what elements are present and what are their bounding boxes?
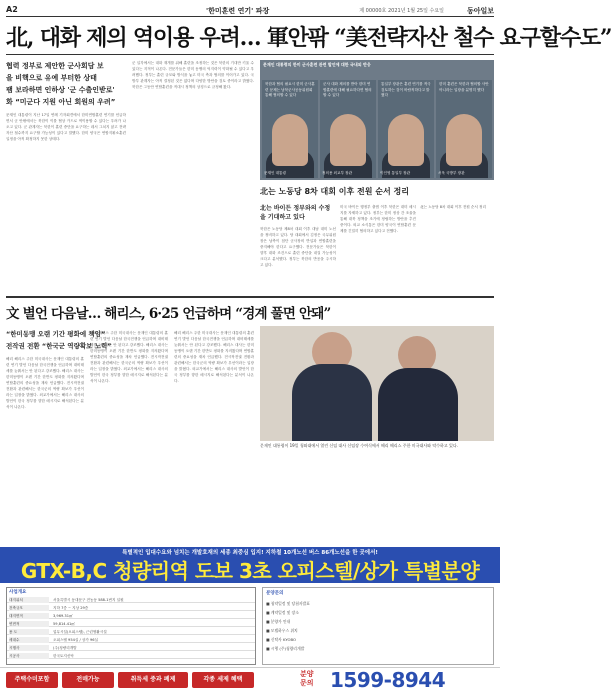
table-row: 건축규모 지하 7층 ~ 지상 29층 — [7, 605, 255, 611]
person-panel — [436, 70, 492, 178]
benefit-badge: 전매가능 — [62, 672, 114, 688]
panel-name: 서욱 국방부 장관 — [438, 171, 465, 175]
page-header — [6, 4, 494, 17]
article2-title: 北는 노동당 8차 대회 이후 전원 순서 정리 — [260, 187, 409, 196]
main-headline: 北, 대화 제의 역이용 우려… 軍안팎 “美전략자산 철수 요구할수도” — [6, 25, 611, 51]
panel-title: 분양문의 — [266, 591, 284, 596]
article4-col3: 해리 해리스 주한 미국대사는 문재인 대통령의 훈련 연기 발언 다음날 한국전쟁을 언급하며 대비태세를 늦춰서는 안 된다고 강조했다. 해리스 대사는 한미동맹이 오랜 기간 한반도 평화를 지켜왔다며 연합훈련의 중요성을 재차 언급했다. 전시작전권 전환과 관련해서는 한국군의 역량 확보가 우선이라는 입장을 밝혔다. 외교가에서는 해리스 대사의 발언이 한국 정부를 향한 메시지로 해석된다는 분석이 나온다. — [174, 331, 254, 383]
person-panel — [378, 70, 434, 178]
article2-sub: 北는 바이든 정부와의 수정을 기대하고 있다 — [260, 205, 331, 221]
benefit-badge: 취득세 중과 폐제 — [118, 672, 188, 688]
ad-top-line: 특별적인 입대수요와 넘치는 개발호재의 세종 최중심 입지! 지하철 10개노선 버스 86개노선을 한 곳에서! — [0, 547, 500, 559]
panel-list: ■ 청약일정 및 당첨자발표 ■ 계약일정 및 장소 ■ 분양가 안내 ■ 모델하우스 위치 ■ 신탁사 KYOBO ■ 시행 (주)청량리개발 — [266, 601, 310, 651]
person-panel — [320, 70, 376, 178]
table-row: 용 도 업무시설(오피스텔), 근린생활시설 — [7, 629, 255, 635]
kicker-line: 을 비핵으로 유예 부터한 상태 — [6, 74, 97, 82]
article4-col1: 해리 해리스 주한 미국대사는 문재인 대통령의 훈련 연기 발언 다음날 한국전쟁을 언급하며 대비태세를 늦춰서는 안 된다고 강조했다. 해리스 대사는 한미동맹이 오랜 기간 한반도 평화를 지켜왔다며 연합훈련의 중요성을 재차 언급했다. 전시작전권 전환과 관련해서는 한국군의 역량 확보가 우선이라는 입장을 밝혔다. 외교가에서는 해리스 대사의 발언이 한국 정부를 향한 메시지로 해석된다는 분석이 나온다. — [6, 357, 84, 409]
real-estate-ad — [0, 547, 500, 691]
table-row: 세대수 오피스텔 954실 / 상가 96실 — [7, 637, 255, 643]
person-panel — [262, 70, 318, 178]
phone-number: 1599-8944 — [330, 668, 446, 692]
kicker-line: 팸 보라하면 인하상 '군 수출인받로' — [6, 86, 115, 94]
article1-kicker — [6, 60, 126, 108]
portrait — [388, 114, 424, 166]
table-row: 시행사 (주)청량리개발 — [7, 645, 255, 651]
panel-name: 정의용 외교부 장관 — [322, 171, 353, 175]
benefit-badge: 주택수미포함 — [6, 672, 58, 688]
second-headline: 文 별언 다음날… 해리스, 6·25 언급하며 “경계 풀면 안돼” — [6, 306, 331, 322]
person-body — [292, 364, 372, 441]
panel-name: 문재인 대통령 — [264, 171, 286, 175]
table-title: 사업개요 — [9, 590, 27, 595]
section-title: '한미훈련 연기' 파장 — [206, 7, 270, 15]
panel-name: 이인영 통일부 장관 — [380, 171, 411, 175]
kicker-line: 화 “미군다 지원 아닌 회원의 우려” — [6, 98, 116, 106]
page-number: A2 — [6, 5, 18, 14]
issue-date: 제 00000호 2021년 1월 25일 수요일 — [359, 8, 444, 14]
divider — [6, 54, 494, 55]
panel-quote: 통일부 장관은 훈련 연기를 적극 검토하는 것이 바람직하다고 밝혔다 — [381, 82, 431, 97]
portrait — [330, 114, 366, 166]
photo-caption: 문재인 대통령의 한미 군사훈련 관련 발언에 대한 국내외 반응 — [263, 62, 371, 67]
article2-sub-body: 北는 노동당 8차 대회 이후 전원 순서 정리 — [420, 205, 486, 209]
project-overview-table — [6, 587, 256, 665]
article3-body: 미국 바이든 행정부 출범 이후 북한은 대미 메시지를 자제하고 있다. 정부는 한미 정상 간 조율을 통해 대북 정책을 조기에 정립하는 방안을 추진 중이다. 외교 소식통은 한미 양국이 연합훈련 문제를 긴밀히 협의하고 있다고 전했다. — [340, 205, 416, 233]
sub-line: 전작권 전환 “한국군 역량확보 노력” — [6, 342, 112, 350]
article1-body-col2: 군 일각에서는 대화 재개를 위해 훈련을 조정하는 것은 북한의 기대만 키울 수 있다는 지적이 나온다. 전문가들은 한미 동맹의 억지력이 약화될 수 있다고 우려했다. 정부는 훈련 규모와 방식을 놓고 미국 측과 협의를 이어가고 있다. 국방부 관계자는 아직 결정된 것은 없다며 다양한 방안을 검토 중이라고 밝혔다. 북한은 그동안 연합훈련을 적대시 정책의 상징으로 규정해 왔다. — [132, 61, 254, 89]
kicker-line: 협력 정부로 제안한 군사회담 보 — [6, 62, 104, 70]
ad-footer — [0, 667, 500, 691]
portrait — [272, 114, 308, 166]
divider — [6, 296, 494, 298]
photo-caption: 문재인 대통령이 19일 청와대에서 열린 신임 대사 신임장 수여식에서 해리 해리스 주한 미국대사와 악수하고 있다. — [260, 443, 459, 448]
panel-quote: 군사 대화 제의를 받아 한미 연합훈련에 대해 필요하다면 협의할 수 있다 — [323, 82, 372, 97]
table-row: 시공사 한국토지신탁 — [7, 653, 255, 659]
ad-info-panel — [262, 587, 494, 665]
newspaper-brand: 동아일보 — [466, 7, 494, 15]
handshake-photo — [260, 326, 494, 441]
table-row: 연면적 59,814.41㎡ — [7, 621, 255, 627]
portrait — [446, 114, 482, 166]
person-body — [378, 368, 458, 441]
sub-line: “한미동맹 오랜 기간 평화에 책임” — [6, 330, 106, 338]
article4-col2: 해리 해리스 주한 미국대사는 문재인 대통령의 훈련 연기 발언 다음날 한국전쟁을 언급하며 대비태세를 늦춰서는 안 된다고 강조했다. 해리스 대사는 한미동맹이 오랜 기간 한반도 평화를 지켜왔다며 연합훈련의 중요성을 재차 언급했다. 전시작전권 전환과 관련해서는 한국군의 역량 확보가 우선이라는 입장을 밝혔다. 외교가에서는 해리스 대사의 발언이 한국 정부를 향한 메시지로 해석된다는 분석이 나온다. — [90, 331, 168, 383]
table-row: 대지위치 서울특별시 동대문구 전농동 588-1번지 일원 — [7, 597, 255, 603]
panel-quote: 한미 훈련은 북한과 협의할 사안 아니라는 입장을 분명히 했다 — [439, 82, 489, 92]
article1-body-col1: 문재인 대통령이 지난 17일 연례 기자회견에서 한미연합훈련 연기를 언급하면서 군 안팎에서는 북한이 이를 협상 카드로 역이용할 수 있다는 우려가 나오고 있다. 군 관계자는 북한이 훈련 중단을 요구하는 데서 그치지 않고 전략자산 철수까지 요구할 가능성이 있다고 말했다. 한미 양국은 연합지휘소훈련 일정을 아직 확정하지 못한 상태다. — [6, 113, 126, 141]
reaction-photo-panel — [260, 60, 494, 180]
phone-label: 분양 문의 — [300, 670, 314, 687]
benefit-badge: 각종 세제 혜택 — [192, 672, 254, 688]
article2-body: 북한은 노동당 제8차 대회 이후 대남 대미 노선을 정비하고 있다. 당 대회에서 김정은 국무위원장은 남측이 첨단 군사장비 반입과 연합훈련을 중지해야 한다고 요구했다. 전문가들은 북한이 향후 대화 조건으로 훈련 중단을 내걸 가능성이 크다고 분석했다. 정부는 북한의 반응을 주시하고 있다. — [260, 227, 336, 267]
panel-quote: 북한과 협의 필요시 한미 군사훈련 문제는 남북군사공동위원회 통해 협의할 수 있다 — [265, 82, 315, 97]
ad-headline: GTX-B,C 청량리역 도보 3초 오피스텔/상가 특별분양 — [0, 559, 500, 583]
table-row: 대지면적 3,969.31㎡ — [7, 613, 255, 619]
